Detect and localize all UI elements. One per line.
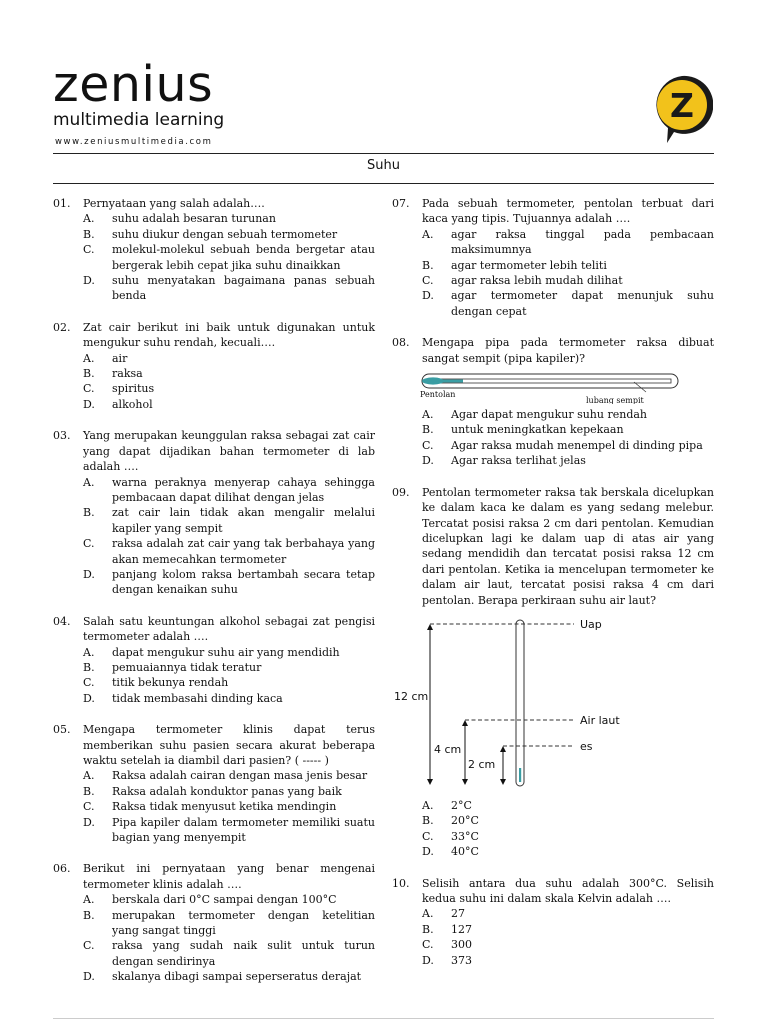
option-letter: A. xyxy=(422,907,434,921)
option-a[interactable] xyxy=(83,645,375,660)
option-d[interactable] xyxy=(83,273,375,304)
option-letter: C. xyxy=(83,939,95,953)
option-text: 20°C xyxy=(451,814,479,828)
option-letter: D. xyxy=(422,845,434,859)
option-text: warna peraknya menyerap cahaya sehingga pembacaan dapat dilihat dengan jelas xyxy=(112,475,375,504)
option-letter: C. xyxy=(83,537,95,551)
option-text: suhu menyatakan bagaimana panas sebuah benda xyxy=(112,274,375,303)
option-letter: C. xyxy=(83,243,95,257)
option-b[interactable] xyxy=(422,258,714,273)
option-text: untuk meningkatkan kepekaan xyxy=(451,423,624,437)
option-text: raksa xyxy=(112,367,143,381)
question-06 xyxy=(53,861,375,984)
option-text: Agar dapat mengukur suhu rendah xyxy=(451,408,648,422)
option-text: agar termometer dapat menunjuk suhu dengan cepat xyxy=(451,289,714,318)
mercury-column xyxy=(433,380,463,383)
option-letter: C. xyxy=(83,382,95,396)
question-number: 01. xyxy=(53,197,71,210)
option-text: raksa adalah zat cair yang tak berbahaya yang akan memecahkan termometer xyxy=(112,537,375,566)
question-10 xyxy=(392,876,714,968)
option-c[interactable] xyxy=(422,273,714,288)
option-d[interactable] xyxy=(83,969,375,984)
option-letter: A. xyxy=(83,645,95,659)
option-c[interactable] xyxy=(83,381,375,396)
thermometer-figure xyxy=(420,370,682,404)
option-a[interactable] xyxy=(83,892,375,907)
option-text: 373 xyxy=(451,953,472,967)
option-c[interactable] xyxy=(83,799,375,814)
option-c[interactable] xyxy=(422,829,714,844)
option-text: merupakan termometer dengan ketelitian yang sangat tinggi xyxy=(112,908,375,938)
option-letter: A. xyxy=(422,227,434,241)
question-08 xyxy=(392,335,714,468)
option-letter: A. xyxy=(83,475,95,489)
label-air-laut: Air laut xyxy=(580,713,620,727)
option-letter: B. xyxy=(422,258,434,272)
question-number: 10. xyxy=(392,876,410,890)
question-02 xyxy=(53,320,375,412)
option-a[interactable] xyxy=(83,768,375,783)
option-letter: D. xyxy=(422,289,434,303)
brand-name: zenius xyxy=(53,56,214,113)
logo-letter: Z xyxy=(670,86,694,125)
option-letter: A. xyxy=(83,351,95,365)
question-03 xyxy=(53,428,375,597)
question-stem: Berikut ini pernyataan yang benar mengenai termometer klinis adalah …. xyxy=(83,862,375,891)
option-b[interactable] xyxy=(83,784,375,799)
option-letter: A. xyxy=(83,769,95,783)
option-d[interactable] xyxy=(83,397,375,412)
question-stem: Pernyataan yang salah adalah…. xyxy=(83,197,265,210)
question-number: 06. xyxy=(53,862,71,876)
option-text: suhu diukur dengan sebuah termometer xyxy=(112,227,338,241)
option-letter: C. xyxy=(422,829,434,843)
option-text: suhu adalah besaran turunan xyxy=(112,212,276,226)
label-2cm: 2 cm xyxy=(468,757,496,771)
option-letter: B. xyxy=(422,814,434,828)
question-07 xyxy=(392,196,714,319)
question-stem: Mengapa termometer klinis dapat terus memberikan suhu pasien secara akurat beberapa waktu setelah ia diambil dari pasien? ( ----- ) xyxy=(83,723,375,767)
option-letter: B. xyxy=(83,660,95,674)
label-4cm: 4 cm xyxy=(434,742,462,756)
label-es: es xyxy=(580,739,593,753)
option-letter: D. xyxy=(83,397,95,411)
option-letter: A. xyxy=(83,212,95,226)
question-number: 03. xyxy=(53,429,71,443)
option-text: spiritus xyxy=(112,382,155,396)
option-d[interactable] xyxy=(83,815,375,846)
option-text: agar raksa tinggal pada pembacaan maksimumnya xyxy=(451,227,714,257)
page-title: Suhu xyxy=(367,158,400,173)
option-text: Raksa adalah konduktor panas yang baik xyxy=(112,784,342,798)
question-09 xyxy=(392,485,714,860)
option-text: 33°C xyxy=(451,829,479,843)
thermometer-scale-figure xyxy=(392,618,642,796)
label-lubang-sempit: lubang sempit xyxy=(586,396,644,405)
option-c[interactable] xyxy=(422,438,714,453)
option-text: skalanya dibagi sampai seperseratus derajat xyxy=(112,970,362,984)
question-number: 05. xyxy=(53,723,71,737)
option-letter: D. xyxy=(83,691,95,705)
option-text: 40°C xyxy=(451,845,479,859)
option-text: zat cair lain tidak akan mengalir melalui kapiler yang sempit xyxy=(112,506,375,535)
option-b[interactable] xyxy=(422,922,714,937)
option-letter: B. xyxy=(83,908,95,922)
question-number: 04. xyxy=(53,614,71,628)
option-letter: C. xyxy=(83,800,95,814)
label-12cm: 12 cm xyxy=(394,689,429,703)
question-stem: Mengapa pipa pada termometer raksa dibuat sangat sempit (pipa kapiler)? xyxy=(422,336,714,365)
option-letter: B. xyxy=(83,367,95,381)
option-a[interactable] xyxy=(83,475,375,506)
option-text: dapat mengukur suhu air yang mendidih xyxy=(112,645,340,659)
option-a[interactable] xyxy=(422,906,714,921)
mercury-column xyxy=(519,768,521,782)
option-letter: D. xyxy=(83,815,95,829)
option-text: Raksa adalah cairan dengan masa jenis besar xyxy=(112,769,368,783)
option-d[interactable] xyxy=(422,953,714,968)
option-text: alkohol xyxy=(112,397,153,411)
option-letter: D. xyxy=(83,567,95,581)
option-d[interactable] xyxy=(83,691,375,706)
option-c[interactable] xyxy=(83,938,375,969)
option-letter: A. xyxy=(83,893,95,907)
option-letter: C. xyxy=(422,938,434,952)
thermometer-tube xyxy=(516,620,524,786)
option-a[interactable] xyxy=(422,798,714,813)
option-b[interactable] xyxy=(83,366,375,381)
brand xyxy=(53,56,225,130)
option-text: berskala dari 0°C sampai dengan 100°C xyxy=(112,893,337,907)
option-letter: B. xyxy=(83,506,95,520)
option-text: Raksa tidak menyusut ketika mendingin xyxy=(112,800,337,814)
option-text: raksa yang sudah naik sulit untuk turun dengan sendirinya xyxy=(112,939,375,968)
label-pentolan: Pentolan xyxy=(420,390,456,400)
question-stem: Salah satu keuntungan alkohol sebagai zat pengisi termometer adalah …. xyxy=(83,614,375,644)
brand-subtitle: multimedia learning xyxy=(53,110,225,130)
option-text: titik bekunya rendah xyxy=(112,676,229,690)
option-a[interactable] xyxy=(422,407,714,422)
option-text: air xyxy=(112,351,128,365)
option-text: agar raksa lebih mudah dilihat xyxy=(451,274,623,288)
option-b[interactable] xyxy=(83,908,375,939)
option-text: Agar raksa terlihat jelas xyxy=(451,454,586,468)
option-letter: C. xyxy=(422,274,434,288)
option-c[interactable] xyxy=(83,675,375,690)
option-b[interactable] xyxy=(83,660,375,675)
option-letter: B. xyxy=(422,922,434,936)
option-text: 127 xyxy=(451,922,472,936)
option-a[interactable] xyxy=(422,227,714,258)
option-d[interactable] xyxy=(422,844,714,859)
option-text: Pipa kapiler dalam termometer memiliki suatu bagian yang menyempit xyxy=(112,815,375,845)
option-text: 27 xyxy=(451,907,465,921)
question-05 xyxy=(53,722,375,845)
option-letter: B. xyxy=(422,423,434,437)
question-number: 07. xyxy=(392,197,410,210)
option-letter: A. xyxy=(422,408,434,422)
option-d[interactable] xyxy=(422,288,714,319)
option-text: tidak membasahi dinding kaca xyxy=(112,691,283,705)
question-stem: Pentolan termometer raksa tak berskala dicelupkan ke dalam kaca ke dalam es yang sedang melebur. Tercatat posisi raksa 2 cm dari pentolan. Kemudian dicelupkan lagi ke dalam uap di atas air yang sedang mendidih dan tercatat posisi raksa 12 cm dari pentolan. Ketika ia mencelupan termometer ke dalam air laut, tercatat posisi raksa 4 cm dari pentolan. Berapa perkiraan suhu air laut? xyxy=(422,485,714,607)
option-text: 2°C xyxy=(451,798,472,812)
option-letter: C. xyxy=(422,438,434,452)
header-rule-top xyxy=(53,153,714,154)
option-c[interactable] xyxy=(83,242,375,273)
option-text: 300 xyxy=(451,938,472,952)
option-letter: D. xyxy=(83,274,95,288)
option-b[interactable] xyxy=(83,227,375,242)
option-b[interactable] xyxy=(422,813,714,828)
option-text: agar termometer lebih teliti xyxy=(451,258,607,272)
footer-rule xyxy=(53,1018,714,1019)
option-text: pemuaiannya tidak teratur xyxy=(112,660,262,674)
option-letter: A. xyxy=(422,798,434,812)
question-number: 02. xyxy=(53,320,71,334)
option-letter: C. xyxy=(83,676,95,690)
option-letter: B. xyxy=(83,784,95,798)
option-letter: B. xyxy=(83,227,95,241)
option-b[interactable] xyxy=(83,505,375,536)
option-d[interactable] xyxy=(422,453,714,468)
right-column xyxy=(392,196,714,984)
option-text: panjang kolom raksa bertambah secara tetap dengan kenaikan suhu xyxy=(112,567,375,597)
question-number: 09. xyxy=(392,485,410,499)
option-b[interactable] xyxy=(422,422,714,437)
left-column xyxy=(53,196,375,1001)
label-uap: Uap xyxy=(580,617,602,631)
option-letter: D. xyxy=(83,970,95,984)
option-d[interactable] xyxy=(83,567,375,598)
zenius-logo-icon xyxy=(651,74,713,144)
option-text: Agar raksa mudah menempel di dinding pipa xyxy=(451,438,703,452)
question-stem: Pada sebuah termometer, pentolan terbuat dari kaca yang tipis. Tujuannya adalah …. xyxy=(422,197,714,226)
website-url[interactable]: www.zeniusmultimedia.com xyxy=(55,137,213,147)
question-stem: Yang merupakan keunggulan raksa sebagai zat cair yang dapat dijadikan bahan termometer di lab adalah …. xyxy=(83,429,375,474)
header-rule-bottom xyxy=(53,183,714,184)
option-text: molekul-molekul sebuah benda bergetar atau bergerak lebih cepat jika suhu dinaikkan xyxy=(112,243,375,272)
question-stem: Selisih antara dua suhu adalah 300°C. Selisih kedua suhu ini dalam skala Kelvin adalah …. xyxy=(422,876,714,905)
question-number: 08. xyxy=(392,336,410,350)
question-04 xyxy=(53,614,375,706)
question-01 xyxy=(53,196,375,304)
question-stem: Zat cair berikut ini baik untuk digunakan untuk mengukur suhu rendah, kecuali…. xyxy=(83,320,375,350)
option-c[interactable] xyxy=(422,937,714,952)
option-letter: D. xyxy=(422,953,434,967)
option-c[interactable] xyxy=(83,536,375,567)
option-letter: D. xyxy=(422,454,434,468)
option-a[interactable] xyxy=(83,351,375,366)
option-a[interactable] xyxy=(83,211,375,226)
